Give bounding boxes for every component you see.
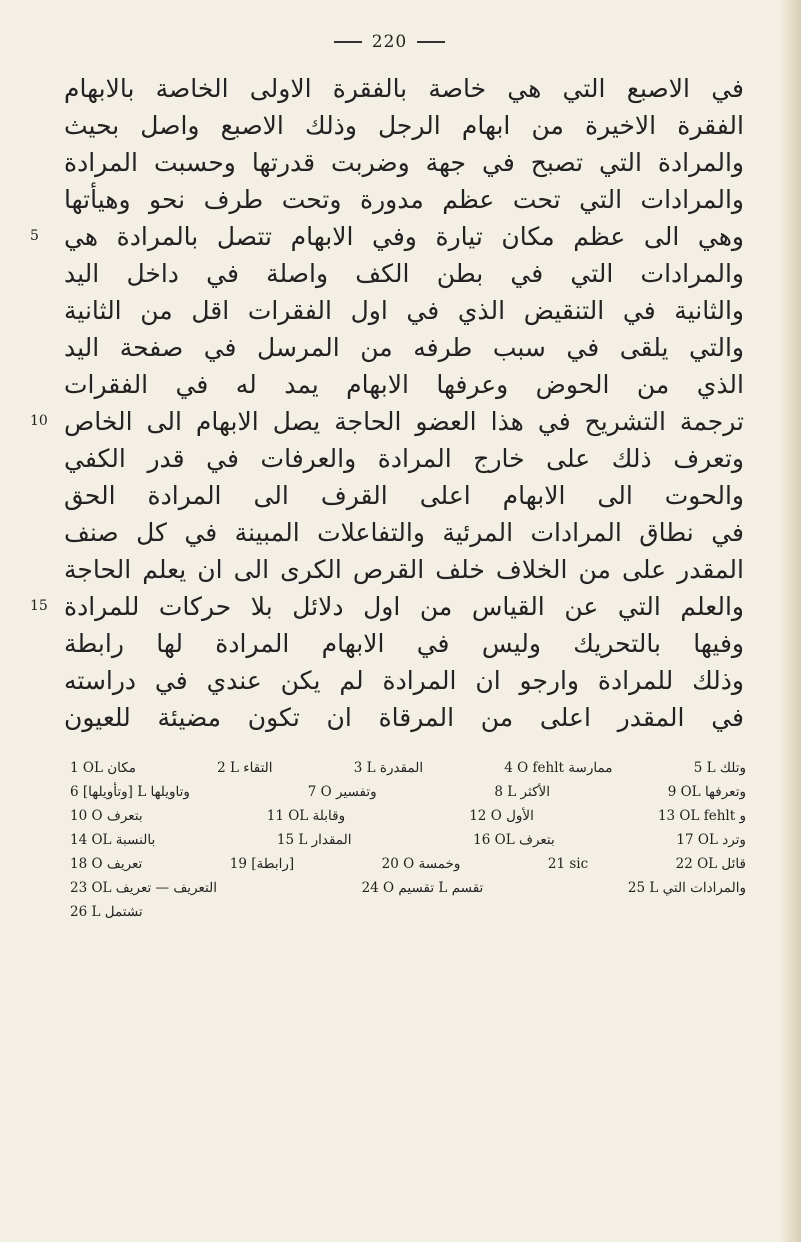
text-line [64,699,744,736]
footnote: 6 [وتأويلها] L وتاويلها [70,784,190,800]
footnote: 18 O تعريف [70,856,143,872]
footnote: 13 OL fehlt و [657,808,746,824]
text-line-content: ترجمة التشريح في هذا العضو الحاجة يصل الابهام الى الخاص [64,407,744,436]
page-header [0,30,779,54]
footnote: 2 L التقاء [217,760,273,776]
text-line [64,440,744,477]
text-line [64,181,744,218]
line-number: 15 [30,598,48,614]
main-text-block [64,70,744,736]
text-line-content: والحوت الى الابهام اعلى القرف الى المرادة الحق [64,481,744,510]
text-line-content: الذي من الحوض وعرفها الابهام يمد له في الفقرات [64,370,744,399]
page-number: 220 [371,32,408,52]
text-line [64,588,744,625]
text-line-content: والعلم التي عن القياس من اول دلائل بلا حركات للمرادة [64,592,744,621]
footnote: 11 OL وقابلة [266,808,346,824]
text-line-content: في المقدر اعلى من المرقاة ان تكون مضيئة للعيون [64,703,744,732]
footnote: 23 OL التعريف — تعريف [70,880,217,896]
text-line-content: والتي يلقى في سبب طرفه من المرسل في صفحة اليد [64,333,744,362]
text-line [64,329,744,366]
footnotes-block [70,756,746,924]
text-line [64,218,744,255]
text-line-content: وتعرف ذلك على خارج المرادة والعرفات في قدر الكفي [64,444,744,473]
footnote-row [70,756,746,780]
footnote: 22 OL قائل [675,856,746,872]
text-line-content: في نطاق المرادات المرئية والتفاعلات المبينة في كل صنف [64,518,744,547]
text-line [64,366,744,403]
text-line [64,144,744,181]
footnote: 8 L الأكثر [494,784,550,800]
footnote-row [70,804,746,828]
footnote: 14 OL بالنسبة [70,832,156,848]
text-line [64,625,744,662]
text-line-content: في الاصبع التي هي خاصة بالفقرة الاولى الخاصة بالابهام [64,74,744,103]
footnote: 19 [رابطة] [229,856,295,872]
footnote: 16 OL بتعرف [473,832,555,848]
footnote: 12 O الأول [469,808,534,824]
footnote: 20 O وخمسة [381,856,461,872]
footnote: 24 O تقسيم L تقسم [361,880,484,896]
footnote: 3 L المقدرة [353,760,424,776]
line-number: 10 [30,413,48,429]
footnote: 1 OL مكان [70,760,136,776]
text-line-content: والمرادات التي في بطن الكف واصلة في داخل اليد [64,259,744,288]
text-line [64,255,744,292]
text-line-content: والمرادة التي تصبح في جهة وضربت قدرتها وحسبت المرادة [64,148,744,177]
footnote: 5 L وتلك [693,760,746,776]
header-dash-left [334,41,362,43]
text-line-content: المقدر على من الخلاف خلف القرص الكرى الى ان يعلم الحاجة [64,555,744,584]
text-line-content: وفيها بالتحريك وليس في الابهام المرادة لها رابطة [64,629,744,658]
text-line [64,662,744,699]
footnote: 9 OL وتعرفها [667,784,746,800]
text-line [64,477,744,514]
footnote: 17 OL وترد [676,832,746,848]
footnote: 15 L المقدار [276,832,352,848]
text-line [64,403,744,440]
footnote-row [70,876,746,900]
text-line [64,70,744,107]
text-line-content: الفقرة الاخيرة من ابهام الرجل وذلك الاصبع واصل بحيث [64,111,744,140]
line-number: 5 [30,228,39,244]
footnote-row [70,780,746,804]
header-dash-right [417,41,445,43]
footnote: 21 sic [547,856,589,872]
text-line [64,514,744,551]
footnote: 10 O بتعرف [70,808,143,824]
page-edge-shadow [779,0,801,1242]
footnote-row [70,828,746,852]
footnote-row [70,852,746,876]
text-line [64,292,744,329]
text-line-content: والمرادات التي تحت عظم مدورة وتحت طرف نحو وهيأتها [64,185,744,214]
text-line-content: وهي الى عظم مكان تيارة وفي الابهام تتصل بالمرادة هي [64,222,744,251]
footnote: 4 O fehlt ممارسة [504,760,613,776]
footnote: 7 O وتفسير [307,784,377,800]
footnote: 25 L والمرادات التي [627,880,746,896]
footnote-row [70,900,746,924]
text-line-content: والثانية في التنقيض الذي في اول الفقرات اقل من الثانية [64,296,744,325]
text-line [64,107,744,144]
footnote: 26 L تشتمل [70,904,143,920]
text-line-content: وذلك للمرادة وارجو ان المرادة لم يكن عندي في دراسته [64,666,744,695]
text-line [64,551,744,588]
